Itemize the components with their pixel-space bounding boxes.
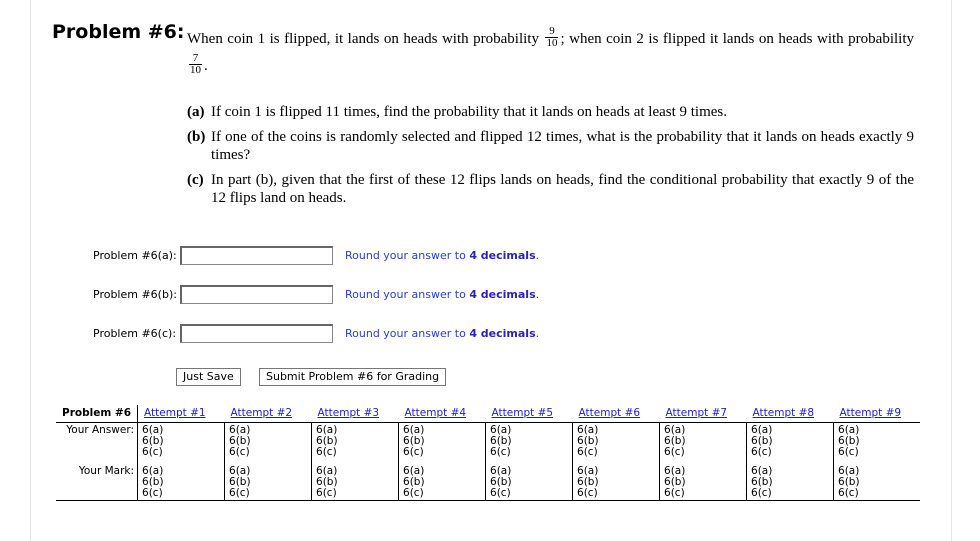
cell-line: 6(a) (664, 465, 686, 477)
your-answer-row (56, 423, 920, 465)
cell-line: 6(a) (142, 465, 164, 477)
part-text: In part (b), given that the first of these 12 flips lands on heads, find the conditional probability that exactly 9 of the 12 flips land on heads. (211, 172, 914, 206)
cell-line: 6(c) (142, 446, 163, 458)
cell-line: 6(c) (490, 446, 511, 458)
cell-line: 6(c) (490, 487, 511, 499)
cell-line: 6(c) (229, 487, 250, 499)
cell-line: 6(a) (490, 424, 512, 436)
hint-bold: 4 decimals (469, 288, 536, 301)
cell-line: 6(c) (751, 487, 772, 499)
attempt-link-8[interactable]: Attempt #8 (752, 407, 815, 419)
statement-text-3: . (204, 58, 208, 74)
part-a (187, 103, 914, 121)
cell-line: 6(b) (403, 476, 425, 488)
attempt-cell (834, 464, 921, 501)
cell-line: 6(b) (838, 476, 860, 488)
attempt-cell (312, 423, 399, 465)
attempt-header (573, 405, 660, 423)
answer-row-a (93, 246, 539, 265)
cell-line: 6(b) (577, 435, 599, 447)
attempt-link-7[interactable]: Attempt #7 (665, 407, 728, 419)
cell-line: 6(a) (403, 465, 425, 477)
fraction-denominator: 10 (546, 37, 558, 50)
cell-line: 6(c) (838, 487, 859, 499)
hint-bold: 4 decimals (469, 327, 536, 340)
part-label: (b) (187, 129, 206, 145)
attempts-header-row (56, 405, 920, 423)
attempt-header (225, 405, 312, 423)
attempt-link-9[interactable]: Attempt #9 (839, 407, 902, 419)
attempt-header (834, 405, 921, 423)
attempt-cell (138, 423, 225, 465)
hint-suffix: . (535, 288, 540, 301)
cell-line: 6(b) (751, 476, 773, 488)
attempt-cell (312, 464, 399, 501)
cell-line: 6(c) (838, 446, 859, 458)
cell-line: 6(a) (838, 424, 860, 436)
statement-text-1: When coin 1 is flipped, it lands on heads with probability (187, 31, 539, 47)
attempt-header (747, 405, 834, 423)
answer-row-b (93, 285, 539, 304)
attempt-cell (399, 423, 486, 465)
answer-input-b[interactable] (180, 285, 333, 304)
cell-line: 6(c) (142, 487, 163, 499)
attempt-link-2[interactable]: Attempt #2 (230, 407, 293, 419)
part-c (187, 171, 914, 207)
hint-suffix: . (535, 327, 540, 340)
cell-line: 6(c) (664, 446, 685, 458)
cell-line: 6(c) (403, 446, 424, 458)
part-text: If one of the coins is randomly selected and flipped 12 times, what is the probability that it lands on heads exactly 9 times? (211, 129, 914, 163)
cell-line: 6(a) (577, 465, 599, 477)
cell-line: 6(c) (751, 446, 772, 458)
cell-line: 6(b) (577, 476, 599, 488)
attempts-table (56, 405, 920, 501)
attempt-cell (834, 423, 921, 465)
cell-line: 6(b) (751, 435, 773, 447)
attempt-cell (225, 423, 312, 465)
attempt-cell (138, 464, 225, 501)
cell-line: 6(b) (316, 435, 338, 447)
cell-line: 6(a) (751, 465, 773, 477)
cell-line: 6(a) (403, 424, 425, 436)
part-label: (c) (187, 172, 204, 188)
hint-text: Round your answer to (345, 249, 470, 262)
attempt-cell (573, 464, 660, 501)
cell-line: 6(a) (316, 424, 338, 436)
cell-line: 6(a) (751, 424, 773, 436)
cell-line: 6(c) (577, 487, 598, 499)
attempt-cell (486, 464, 573, 501)
answer-hint (345, 327, 539, 340)
attempt-cell (660, 423, 747, 465)
attempt-header (138, 405, 225, 423)
cell-line: 6(b) (403, 435, 425, 447)
attempt-link-1[interactable]: Attempt #1 (144, 407, 206, 419)
attempt-cell (225, 464, 312, 501)
cell-line: 6(c) (229, 446, 250, 458)
answer-row-c (93, 324, 539, 343)
cell-line: 6(b) (490, 476, 512, 488)
part-label: (a) (187, 104, 205, 120)
cell-line: 6(b) (142, 476, 164, 488)
part-text: If coin 1 is flipped 11 times, find the probability that it lands on heads at least 9 times. (211, 104, 728, 120)
answer-input-c[interactable] (180, 324, 333, 343)
cell-line: 6(a) (664, 424, 686, 436)
attempt-cell (486, 423, 573, 465)
attempt-header (312, 405, 399, 423)
cell-line: 6(b) (838, 435, 860, 447)
just-save-button[interactable]: Just Save (176, 368, 241, 386)
cell-line: 6(a) (490, 465, 512, 477)
attempt-header (660, 405, 747, 423)
row-label: Your Mark: (56, 464, 138, 501)
answer-label: Problem #6(c): (93, 327, 177, 340)
fraction-numerator: 9 (545, 26, 558, 38)
problem-title: Problem #6: (52, 21, 185, 43)
cell-line: 6(b) (229, 435, 251, 447)
cell-line: 6(b) (664, 435, 686, 447)
attempt-header (399, 405, 486, 423)
cell-line: 6(c) (577, 446, 598, 458)
your-mark-row (56, 464, 920, 501)
answer-label: Problem #6(a): (93, 249, 177, 262)
answer-input-a[interactable] (180, 246, 333, 265)
row-label: Your Answer: (56, 423, 138, 465)
cell-line: 6(a) (142, 424, 164, 436)
fraction-numerator: 7 (189, 53, 202, 65)
hint-bold: 4 decimals (469, 249, 536, 262)
attempt-cell (747, 464, 834, 501)
answer-hint (345, 249, 539, 262)
hint-text: Round your answer to (345, 327, 470, 340)
answer-hint (345, 288, 539, 301)
cell-line: 6(a) (229, 465, 251, 477)
attempt-cell (573, 423, 660, 465)
cell-line: 6(b) (664, 476, 686, 488)
problem-parts (187, 103, 914, 214)
attempt-link-6[interactable]: Attempt #6 (578, 407, 641, 419)
fraction-denominator: 10 (190, 64, 201, 77)
attempt-header (486, 405, 573, 423)
part-b (187, 128, 914, 164)
attempt-link-3[interactable]: Attempt #3 (317, 407, 380, 419)
cell-line: 6(a) (229, 424, 251, 436)
attempt-cell (747, 423, 834, 465)
cell-line: 6(c) (316, 446, 337, 458)
cell-line: 6(b) (490, 435, 512, 447)
attempt-cell (399, 464, 486, 501)
cell-line: 6(c) (403, 487, 424, 499)
cell-line: 6(c) (316, 487, 337, 499)
cell-line: 6(b) (142, 435, 164, 447)
attempt-link-4[interactable]: Attempt #4 (404, 407, 467, 419)
hint-suffix: . (535, 249, 540, 262)
statement-text-2: ; when coin 2 is flipped it lands on heads with probability (560, 31, 914, 47)
table-header-problem: Problem #6 (56, 405, 138, 423)
cell-line: 6(b) (316, 476, 338, 488)
fraction-coin1 (545, 26, 558, 49)
fraction-coin2 (189, 53, 202, 76)
cell-line: 6(c) (664, 487, 685, 499)
cell-line: 6(a) (838, 465, 860, 477)
submit-button[interactable]: Submit Problem #6 for Grading (259, 368, 446, 386)
hint-text: Round your answer to (345, 288, 470, 301)
answer-label: Problem #6(b): (93, 288, 177, 301)
problem-statement (187, 26, 914, 80)
attempt-cell (660, 464, 747, 501)
cell-line: 6(b) (229, 476, 251, 488)
cell-line: 6(a) (577, 424, 599, 436)
cell-line: 6(a) (316, 465, 338, 477)
attempt-link-5[interactable]: Attempt #5 (491, 407, 554, 419)
